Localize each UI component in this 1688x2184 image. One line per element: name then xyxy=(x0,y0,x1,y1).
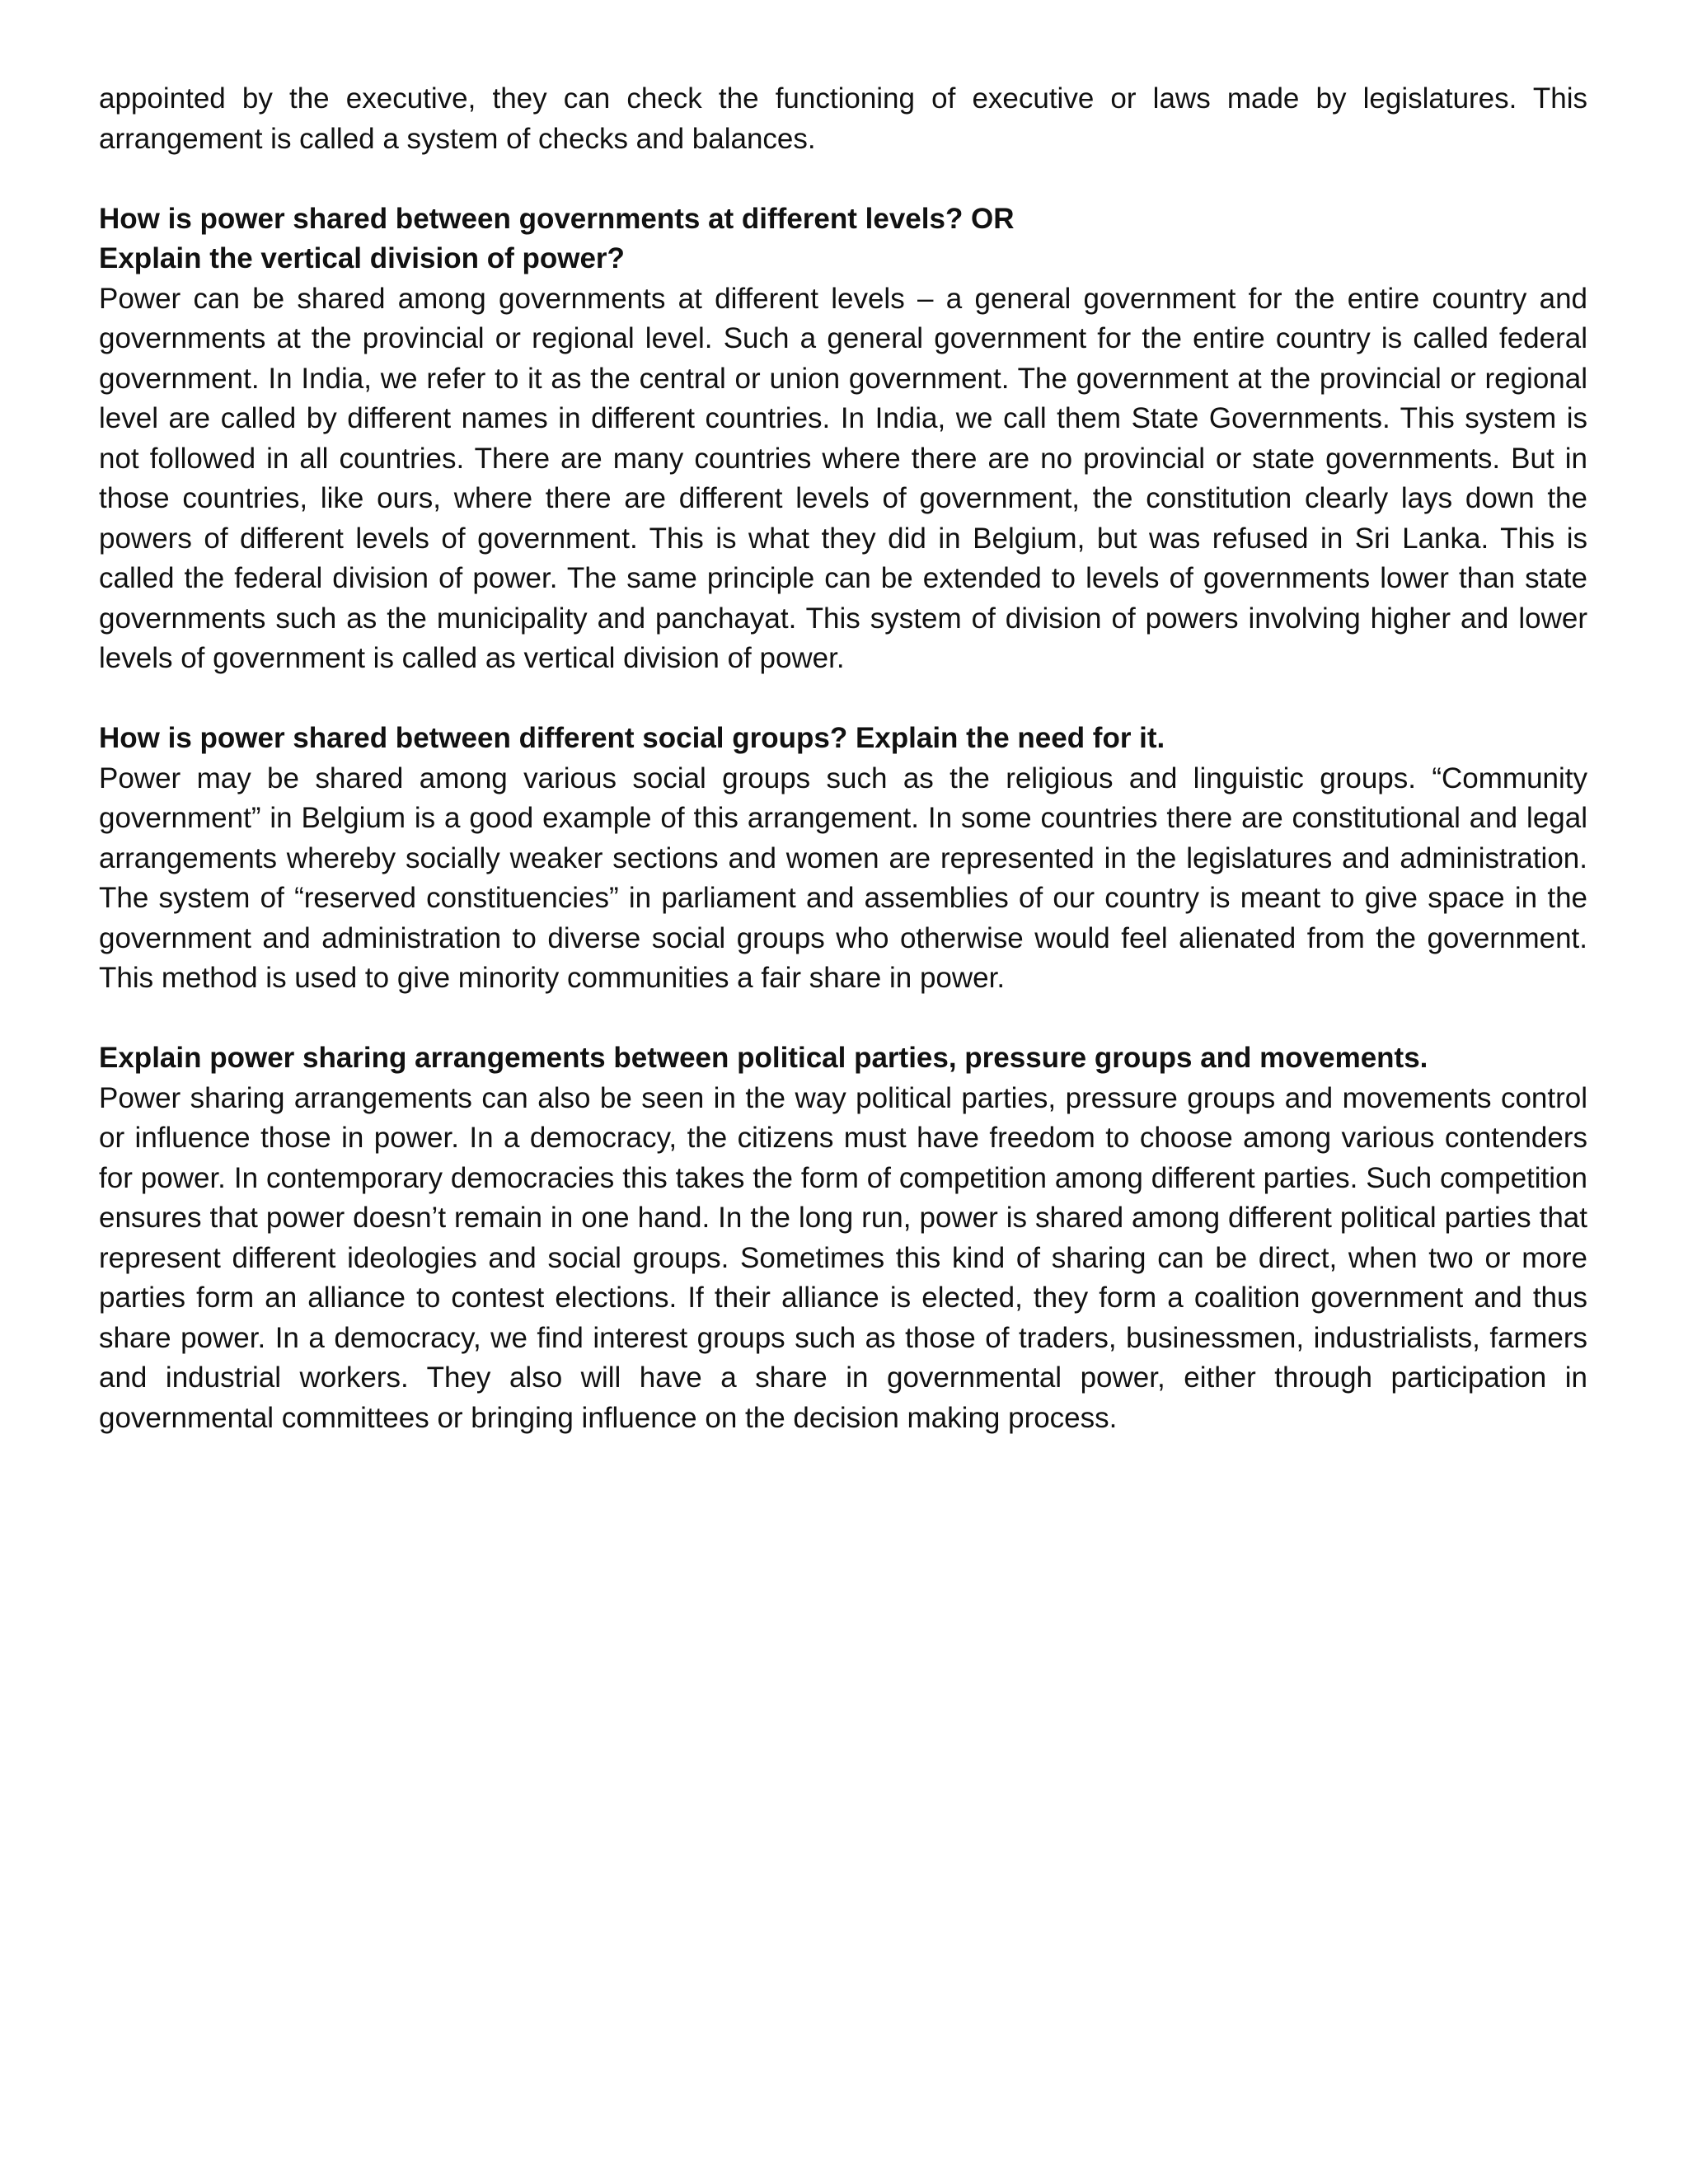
section-1-heading-line-1: How is power shared between governments at different levels? OR xyxy=(99,202,1015,235)
section-1-heading-line-2: Explain the vertical division of power? xyxy=(99,242,625,274)
section-spacer xyxy=(99,679,1587,719)
section-1-body: Power can be shared among governments at different levels – a general government for the entire country and governments at the provincial or regional level. Such a general government for the entire country is called federal government. In India, we refer to it as the central or union government. The government at the provincial or regional level are called by different names in different countries. In India, we call them State Governments. This system is not followed in all countries. There are many countries where there are no provincial or state governments. But in those countries, like ours, where there are different levels of government, the constitution clearly lays down the powers of different levels of government. This is what they did in Belgium, but was refused in Sri Lanka. This is called the federal division of power. The same principle can be extended to levels of governments lower than state governments such as the municipality and panchayat. This system of division of powers involving higher and lower levels of government is called as vertical division of power. xyxy=(99,282,1587,674)
section-spacer xyxy=(99,999,1587,1039)
section-spacer xyxy=(99,159,1587,199)
section-2-heading: How is power shared between different social groups? Explain the need for it. xyxy=(99,722,1165,754)
section-3-heading: Explain power sharing arrangements between political parties, pressure groups and movements. xyxy=(99,1042,1428,1074)
intro-paragraph: appointed by the executive, they can check the functioning of executive or laws made by legislatures. This arrangement is called a system of checks and balances. xyxy=(99,82,1587,155)
section-3-body: Power sharing arrangements can also be seen in the way political parties, pressure groups and movements control or influence those in power. In a democracy, the citizens must have freedom to choose among various contenders for power. In contemporary democracies this takes the form of competition among different parties. Such competition ensures that power doesn’t remain in one hand. In the long run, power is shared among different political parties that represent different ideologies and social groups. Sometimes this kind of sharing can be direct, when two or more parties form an alliance to contest elections. If their alliance is elected, they form a coalition government and thus share power. In a democracy, we find interest groups such as those of traders, businessmen, industrialists, farmers and industrial workers. They also will have a share in governmental power, either through participation in governmental committees or bringing influence on the decision making process. xyxy=(99,1081,1587,1434)
document-page xyxy=(99,79,1587,1438)
section-2-body: Power may be shared among various social groups such as the religious and linguistic groups. “Community government” in Belgium is a good example of this arrangement. In some countries there are constitutional and legal arrangements whereby socially weaker sections and women are represented in the legislatures and administration. The system of “reserved constituencies” in parliament and assemblies of our country is meant to give space in the government and administration to diverse social groups who otherwise would feel alienated from the government. This method is used to give minority communities a fair share in power. xyxy=(99,762,1587,994)
